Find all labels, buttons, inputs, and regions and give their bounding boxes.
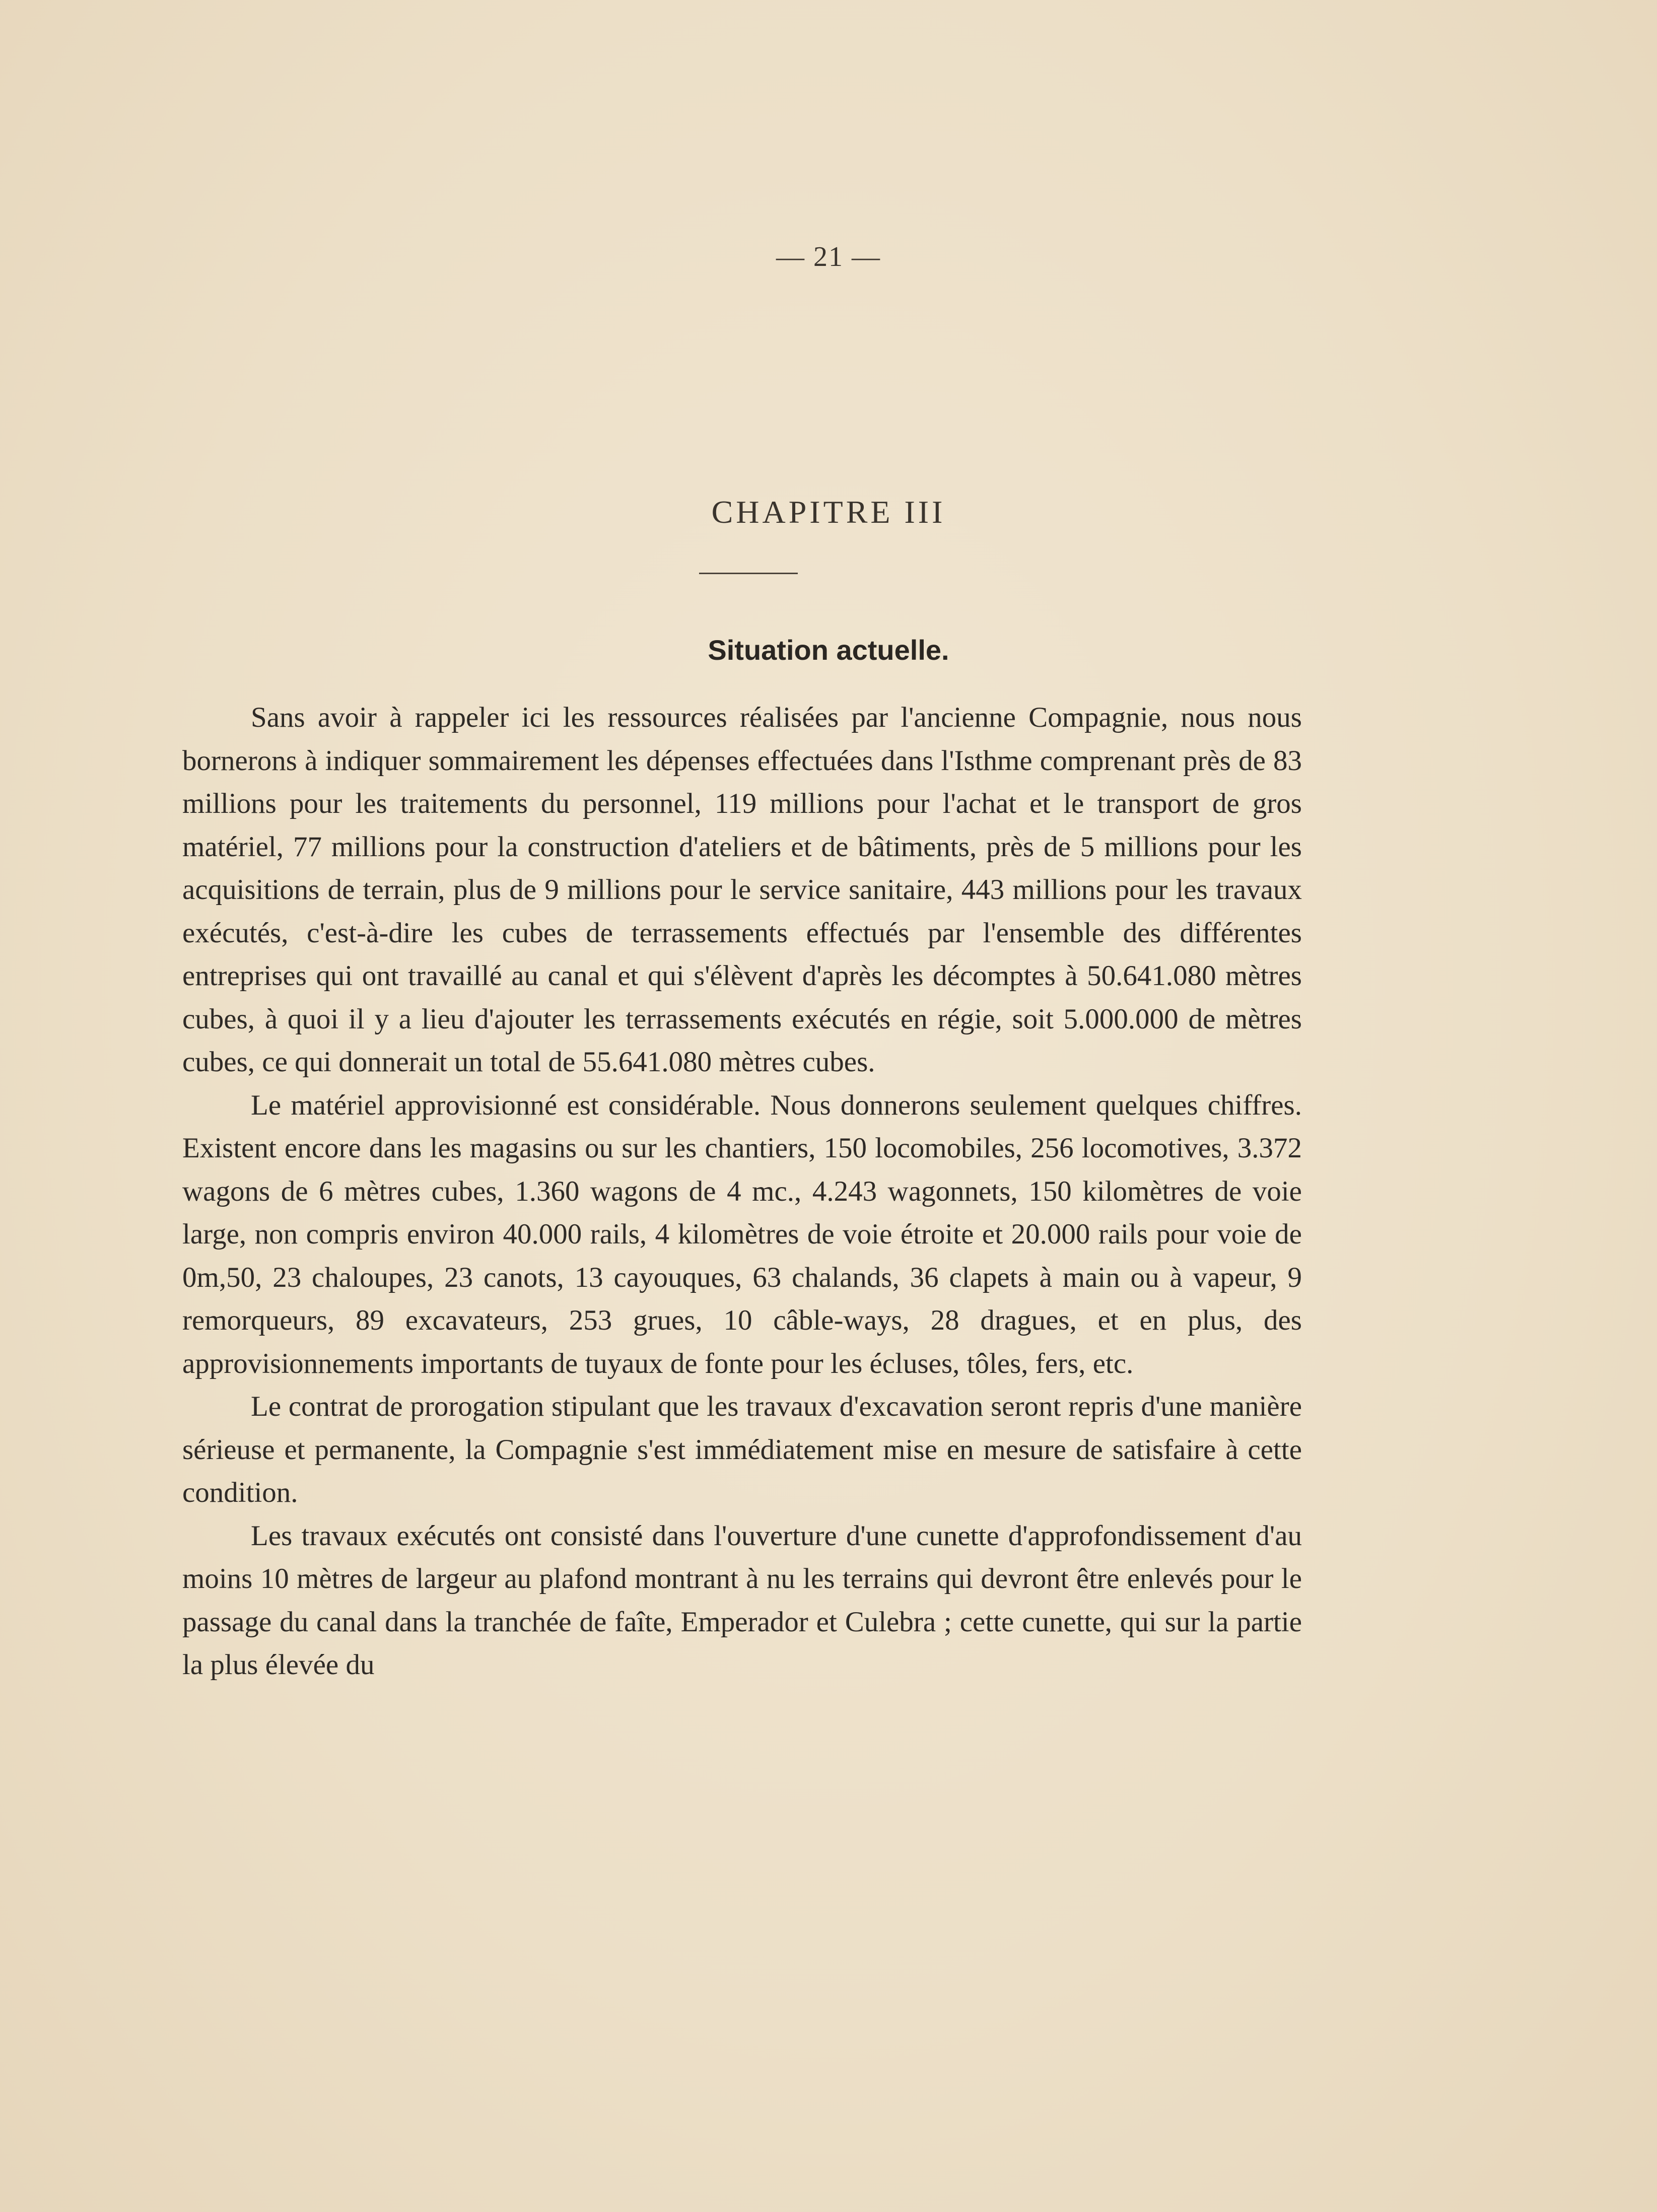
paragraph: Les travaux exécutés ont consisté dans l'ouverture d'une cunette d'approfondissement d'au moins 10 mètres de largeur au plafond montrant à nu les terrains qui devront être enlevés pour le passage du canal dans la tranchée de faîte, Emperador et Culebra ; cette cunette, qui sur la partie la plus élevée du <box>182 1519 1302 1681</box>
body-text <box>182 696 1302 1687</box>
paragraph: Le matériel approvisionné est considérable. Nous donnerons seulement quelques chiffres. Existent encore dans les magasins ou sur les chantiers, 150 locomobiles, 256 locomotives, 3.372 wagons de 6 mètres cubes, 1.360 wagons de 4 mc., 4.243 wagonnets, 150 kilomètres de voie large, non compris environ 40.000 rails, 4 kilomètres de voie étroite et 20.000 rails pour voie de 0m,50, 23 chaloupes, 23 canots, 13 cayouques, 63 chalands, 36 clapets à main ou à vapeur, 9 remorqueurs, 89 excavateurs, 253 grues, 10 câble-ways, 28 dragues, et en plus, des approvisionnements importants de tuyaux de fonte pour les écluses, tôles, fers, etc. <box>182 1089 1302 1379</box>
heading-rule <box>699 573 798 574</box>
paragraph: Sans avoir à rappeler ici les ressources réalisées par l'ancienne Compagnie, nous nous bornerons à indiquer sommairement les dépenses effectuées dans l'Isthme comprenant près de 83 millions pour les traitements du personnel, 119 millions pour l'achat et le transport de gros matériel, 77 millions pour la construction d'ateliers et de bâtiments, près de 5 millions pour les acquisitions de terrain, plus de 9 millions pour le service sanitaire, 443 millions pour les travaux exécutés, c'est-à-dire les cubes de terrassements effectués par l'ensemble des différentes entreprises qui ont travaillé au canal et qui s'élèvent d'après les décomptes à 50.641.080 mètres cubes, à quoi il y a lieu d'ajouter les terrassements exécutés en régie, soit 5.000.000 de mètres cubes, ce qui donnerait un total de 55.641.080 mètres cubes. <box>182 702 1302 1078</box>
paragraph: Le contrat de prorogation stipulant que les travaux d'excavation seront repris d'une manière sérieuse et permanente, la Compagnie s'est immédiatement mise en mesure de satisfaire à cette condition. <box>182 1391 1302 1508</box>
chapter-heading: CHAPITRE III <box>711 494 946 530</box>
page-number: — 21 — <box>776 241 881 272</box>
section-title: Situation actuelle. <box>708 634 949 666</box>
